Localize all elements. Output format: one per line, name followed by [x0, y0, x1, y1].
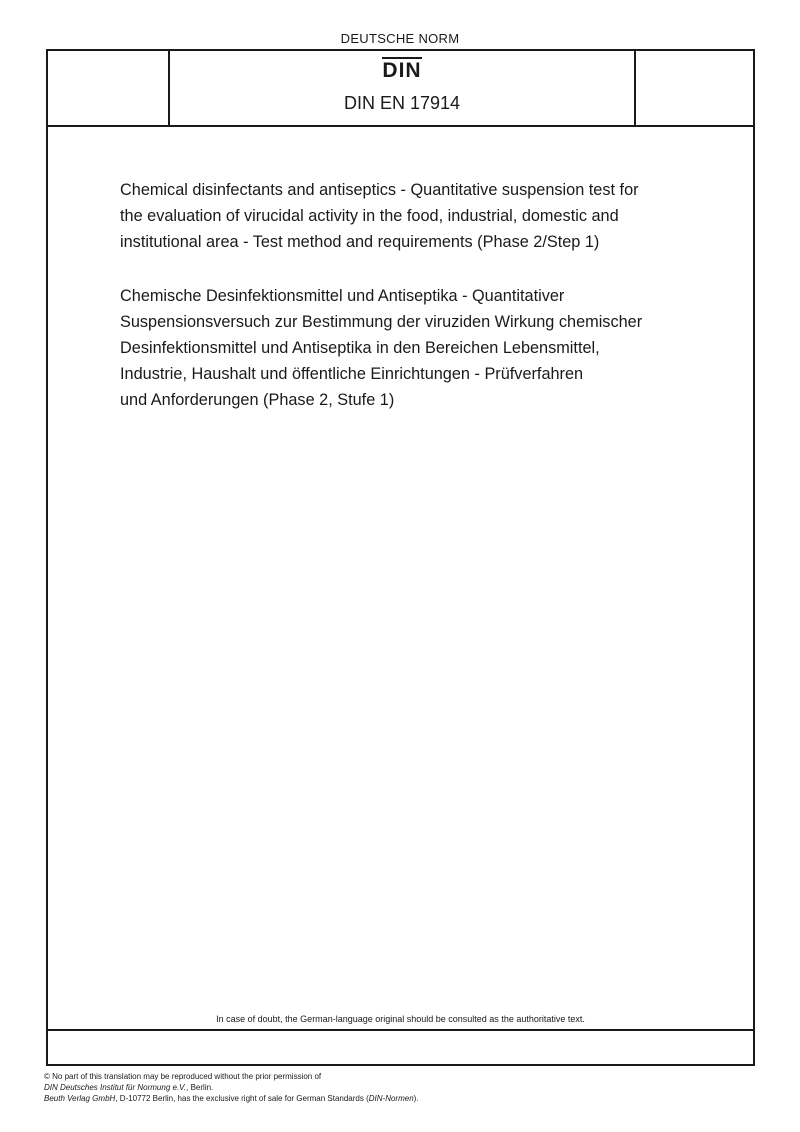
copyright-notice	[44, 1071, 419, 1104]
header-left-cell	[48, 51, 170, 125]
english-title	[120, 177, 720, 255]
german-title-line: Suspensionsversuch zur Bestimmung der viruziden Wirkung chemischer	[120, 313, 643, 331]
header-center-cell	[170, 51, 634, 125]
authoritative-text-note: In case of doubt, the German-language original should be consulted as the authoritative text.	[216, 1014, 585, 1024]
din-logo-text: DIN	[382, 59, 422, 82]
standard-number: DIN EN 17914	[343, 93, 461, 113]
copyright-line-3	[44, 1093, 419, 1104]
copyright-line-3-mid: , D-10772 Berlin, has the exclusive right of sale for German Standards (	[115, 1094, 369, 1103]
din-normen-term: DIN-Normen	[368, 1094, 414, 1103]
english-title-line: the evaluation of virucidal activity in the food, industrial, domestic and	[120, 207, 619, 225]
german-title-line: Chemische Desinfektionsmittel und Antiseptika - Quantitativer	[120, 287, 565, 305]
german-title-line: Industrie, Haushalt und öffentliche Einrichtungen - Prüfverfahren	[120, 365, 584, 383]
copyright-line-1: © No part of this translation may be reproduced without the prior permission of	[44, 1072, 322, 1081]
german-title-line: und Anforderungen (Phase 2, Stufe 1)	[120, 391, 395, 409]
document-frame	[46, 49, 755, 1066]
german-title	[120, 283, 720, 413]
copyright-line-2-rest: , Berlin.	[186, 1083, 214, 1092]
header-right-cell	[634, 51, 755, 125]
german-title-line: Desinfektionsmittel und Antiseptika in den Bereichen Lebensmittel,	[120, 339, 600, 357]
copyright-line-3-end: ).	[413, 1094, 419, 1103]
footer-row	[48, 1029, 753, 1066]
din-logo	[170, 57, 634, 82]
english-title-line: Chemical disinfectants and antiseptics - Quantitative suspension test for	[120, 181, 639, 199]
english-title-line: institutional area - Test method and requirements (Phase 2/Step 1)	[120, 233, 600, 251]
publisher-name: Beuth Verlag GmbH	[44, 1094, 116, 1103]
din-institute-name: DIN Deutsches Institut für Normung e.V.	[44, 1083, 187, 1092]
copyright-line-2	[44, 1082, 419, 1093]
header-row	[48, 51, 753, 127]
document-type-label: DEUTSCHE NORM	[340, 31, 460, 46]
